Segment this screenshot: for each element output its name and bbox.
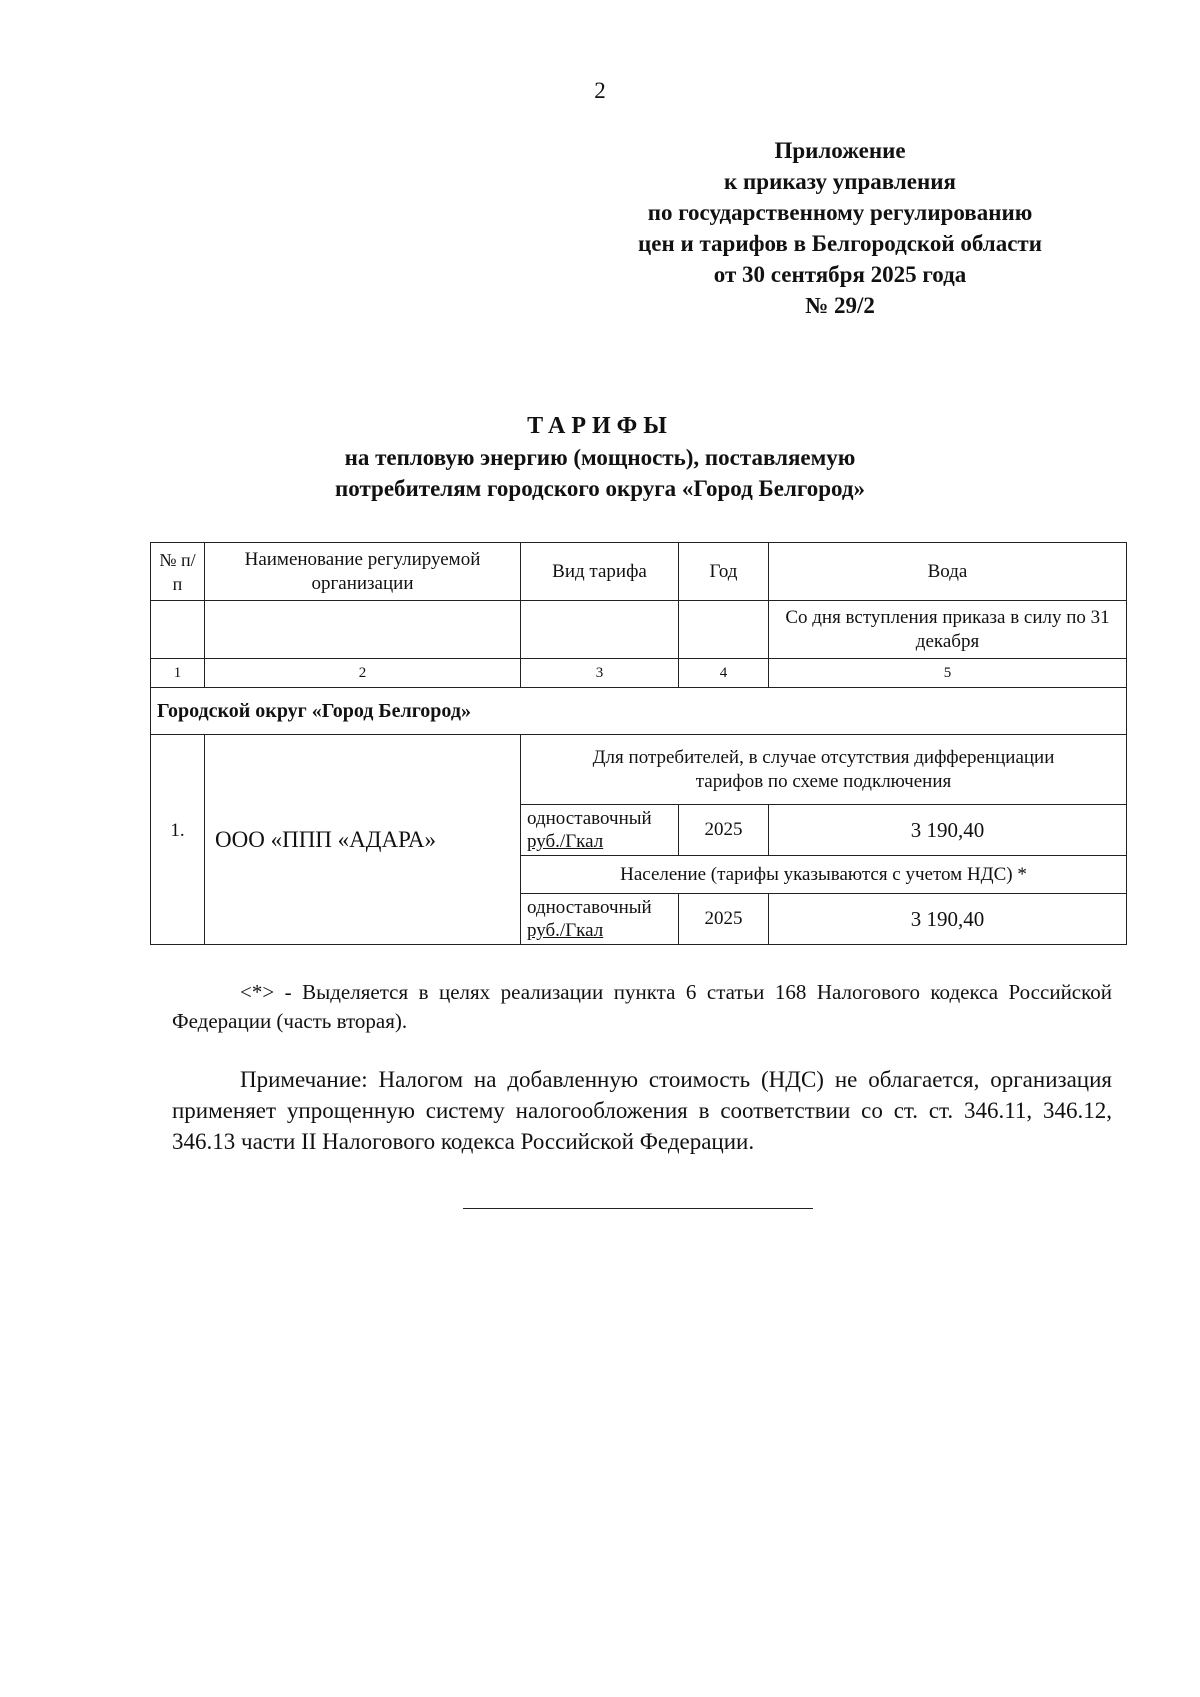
- rate-type: [521, 805, 679, 856]
- footnote: [172, 978, 1112, 1036]
- column-number: 5: [769, 659, 1127, 688]
- empty-cell: [679, 601, 769, 659]
- title-line-1: на тепловую энергию (мощность), поставляемую: [344, 445, 856, 470]
- table-row: [151, 735, 1127, 805]
- empty-cell: [521, 601, 679, 659]
- footnote-text: <*> - Выделяется в целях реализации пункта 6 статьи 168 Налогового кодекса Российской Федерации (часть вторая).: [172, 980, 1112, 1033]
- header-num: № п/п: [151, 543, 205, 601]
- organization-name: ООО «ППП «АДАРА»: [205, 735, 521, 945]
- appendix-header: [560, 135, 1120, 321]
- rate-type: [521, 894, 679, 945]
- remark-text: Примечание: Налогом на добавленную стоимость (НДС) не облагается, организация применяет упрощенную систему налогообложения в соответствии со ст. ст. 346.11, 346.12, 346.13 части II Налогового кодекса Российской Федерации.: [172, 1067, 1112, 1154]
- header-period: Со дня вступления приказа в силу по 31 декабря: [769, 601, 1127, 659]
- empty-cell: [205, 601, 521, 659]
- rate-unit: руб./Гкал: [527, 831, 604, 852]
- header-year: Год: [679, 543, 769, 601]
- appendix-line: от 30 сентября 2025 года: [713, 262, 967, 287]
- header-tariff-type: Вид тарифа: [521, 543, 679, 601]
- table-header-row: [151, 543, 1127, 601]
- column-number: 2: [205, 659, 521, 688]
- column-number-row: [151, 659, 1127, 688]
- header-water: Вода: [769, 543, 1127, 601]
- header-org: Наименование регулируемой организации: [205, 543, 521, 601]
- appendix-line: по государственному регулированию: [647, 200, 1033, 225]
- row-number: 1.: [151, 735, 205, 945]
- rate-type-label: одноставочный: [527, 897, 652, 918]
- region-name: Городской округ «Город Белгород»: [151, 688, 1127, 735]
- appendix-line: к приказу управления: [724, 169, 956, 194]
- consumer-group-label: Для потребителей, в случае отсутствия дифференциации тарифов по схеме подключения: [521, 735, 1127, 805]
- column-number: 3: [521, 659, 679, 688]
- column-number: 1: [151, 659, 205, 688]
- appendix-line: Приложение: [774, 138, 906, 163]
- tariff-value: 3 190,40: [769, 894, 1127, 945]
- appendix-line: № 29/2: [805, 293, 875, 318]
- tariff-year: 2025: [679, 894, 769, 945]
- region-row: [151, 688, 1127, 735]
- table-subheader-row: [151, 601, 1127, 659]
- page-number: 2: [594, 78, 606, 103]
- rate-unit: руб./Гкал: [527, 920, 604, 941]
- empty-cell: [151, 601, 205, 659]
- tariff-table: [150, 542, 1127, 945]
- closing-divider: [463, 1208, 813, 1209]
- tariff-year: 2025: [679, 805, 769, 856]
- document-title: [0, 410, 1200, 504]
- remark: [172, 1064, 1112, 1157]
- tariff-value: 3 190,40: [769, 805, 1127, 856]
- rate-type-label: одноставочный: [527, 808, 652, 829]
- appendix-line: цен и тарифов в Белгородской области: [638, 231, 1042, 256]
- title-main: ТАРИФЫ: [527, 413, 673, 439]
- title-line-2: потребителям городского округа «Город Белгород»: [335, 476, 865, 501]
- consumer-group-label: Население (тарифы указываются с учетом НДС) *: [521, 856, 1127, 894]
- column-number: 4: [679, 659, 769, 688]
